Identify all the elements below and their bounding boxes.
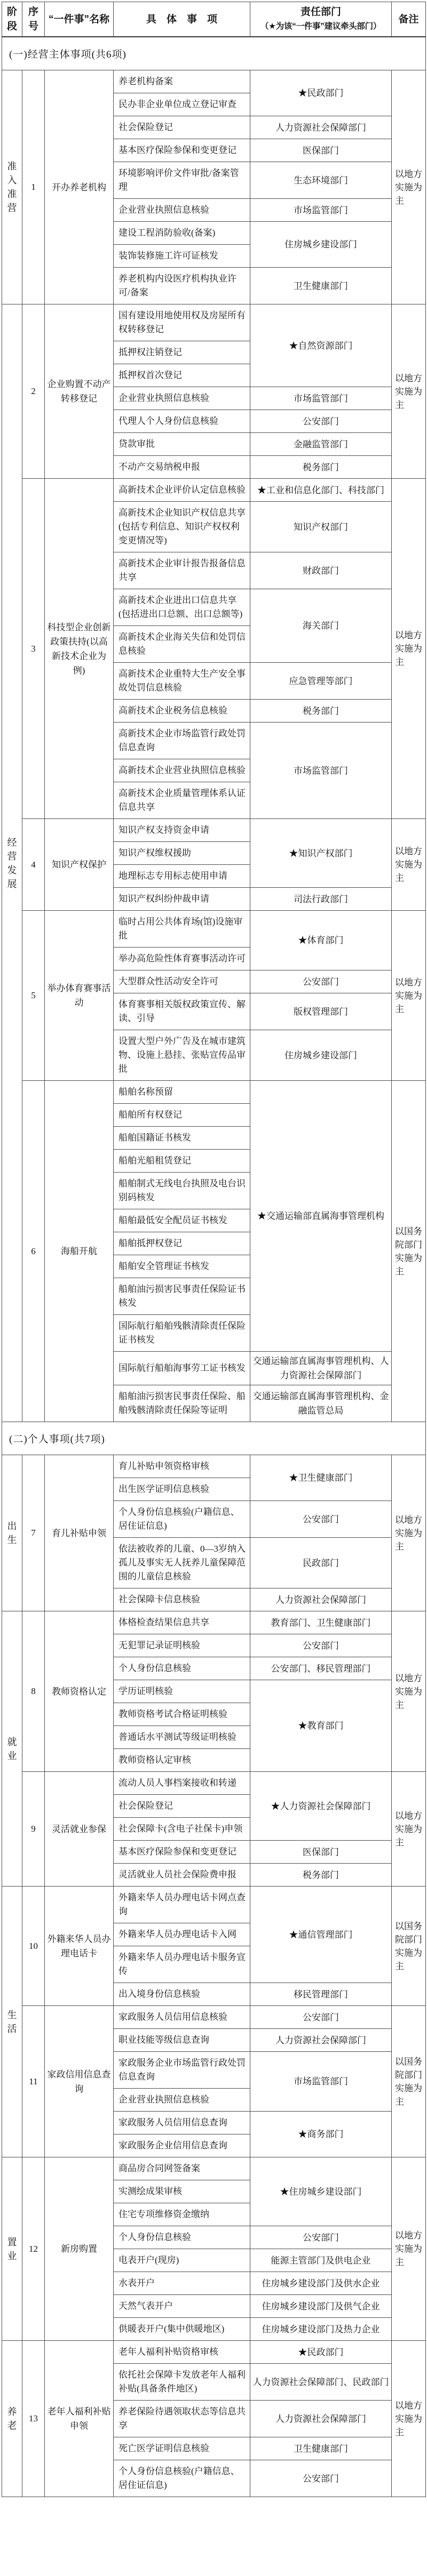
index-cell: 5 xyxy=(22,911,45,1081)
department-cell: 人力资源社会保障部门 xyxy=(250,1588,392,1611)
department-cell: ★知识产权部门 xyxy=(250,819,392,888)
specific-item-cell: 船舶国籍证书核发 xyxy=(114,1127,250,1150)
remark-cell: 以地方实施为主 xyxy=(392,70,426,304)
specific-item-cell: 社会保障卡信息核验 xyxy=(114,1588,250,1611)
department-cell: 税务部门 xyxy=(250,456,392,479)
specific-item-cell: 国际航行船舶海事劳工证书核发 xyxy=(114,1352,250,1385)
index-cell: 2 xyxy=(22,304,45,479)
index-cell: 1 xyxy=(22,70,45,304)
specific-item-cell: 高新技术企业海关失信和处罚信息核验 xyxy=(114,626,250,663)
specific-item-cell: 建设工程消防验收(备案) xyxy=(114,222,250,245)
department-cell: ★卫生健康部门 xyxy=(250,1455,392,1501)
specific-item-cell: 流动人员人事档案接收和转递 xyxy=(114,1772,250,1795)
specific-item-cell: 船舶名称预留 xyxy=(114,1081,250,1104)
table-body xyxy=(2,37,426,2497)
item-name-cell: 教师资格认定 xyxy=(45,1611,114,1772)
department-cell: 海关部门 xyxy=(250,589,392,663)
specific-item-cell: 知识产权维权援助 xyxy=(114,842,250,865)
stage-label-char: 入 xyxy=(7,175,17,186)
name-column-header: “一件事”名称 xyxy=(45,2,114,37)
specific-item-cell: 死亡医学证明信息核验 xyxy=(114,2437,250,2460)
remark-cell: 以国务院部门实施为主 xyxy=(392,1081,426,1422)
stage-cell xyxy=(2,1455,22,1611)
item-name-cell: 外籍来华人员办理电话卡 xyxy=(45,1887,114,2006)
table-row xyxy=(2,1081,426,1104)
section-header: (二)个人事项(共7项) xyxy=(2,1422,426,1455)
index-cell: 3 xyxy=(22,479,45,819)
table-header xyxy=(2,2,426,37)
specific-item-cell: 家政服务人员信用信息核验 xyxy=(114,2006,250,2029)
stage-label-char: 活 xyxy=(7,2023,17,2034)
item-name-cell: 灵活就业参保 xyxy=(45,1772,114,1887)
specific-item-cell: 灵活就业人员社会保险费申报 xyxy=(114,1864,250,1887)
item-name-cell: 家政信用信息查询 xyxy=(45,2006,114,2157)
item-name-cell: 举办体育赛事活动 xyxy=(45,911,114,1081)
specific-item-cell: 出生医学证明信息核验 xyxy=(114,1478,250,1501)
department-cell: 公安部门 xyxy=(250,2226,392,2249)
specific-item-cell: 设置大型户外广告及在城市建筑物、设施上悬挂、张贴宣传品审批 xyxy=(114,1030,250,1081)
specific-item-cell: 普通话水平测试等级证明核验 xyxy=(114,1726,250,1749)
specific-item-cell: 电表开户(现房) xyxy=(114,2249,250,2272)
specific-item-cell: 抵押权注销登记 xyxy=(114,341,250,364)
department-cell: 司法行政部门 xyxy=(250,888,392,911)
specific-item-cell: 高新技术企业评价认定信息核验 xyxy=(114,479,250,502)
remark-cell: 以地方实施为主 xyxy=(392,1772,426,1887)
specific-item-cell: 企业营业执照信息核验 xyxy=(114,387,250,410)
specific-item-cell: 天然气表开户 xyxy=(114,2295,250,2318)
table-row xyxy=(2,304,426,341)
department-cell: 公安部门 xyxy=(250,1501,392,1538)
dept-header-line2: （★为该“一件事”建议牵头部门） xyxy=(260,22,382,31)
specific-item-cell: 临时占用公共体育场(馆)设施审批 xyxy=(114,911,250,948)
department-cell: ★教育部门 xyxy=(250,1680,392,1772)
department-cell: 交通运输部直属海事管理机构、人力资源社会保障部门 xyxy=(250,1352,392,1385)
stage-label-char: 出 xyxy=(7,1521,17,1531)
specific-item-cell: 装饰装修施工许可证核发 xyxy=(114,245,250,268)
remark-column-header: 备注 xyxy=(392,2,426,37)
department-cell: ★自然资源部门 xyxy=(250,304,392,387)
specific-item-cell: 个人身份信息核验 xyxy=(114,1657,250,1680)
department-cell: ★工业和信息化部门、科技部门 xyxy=(250,479,392,502)
department-cell: ★体育部门 xyxy=(250,911,392,970)
specific-item-cell: 船舶制式无线电台执照及电台识别码核发 xyxy=(114,1173,250,1209)
department-cell: ★交通运输部直属海事管理机构 xyxy=(250,1081,392,1352)
specific-item-cell: 高新技术企业营业执照信息核验 xyxy=(114,759,250,782)
stage-label-char: 老 xyxy=(7,2420,17,2431)
remark-cell: 以国务院部门实施为主 xyxy=(392,1887,426,2006)
specific-item-cell: 个人身份信息核验(户籍信息、居住证信息) xyxy=(114,1501,250,1538)
department-cell: 住房城乡建设部门及供气企业 xyxy=(250,2295,392,2318)
remark-cell: 以地方实施为主 xyxy=(392,2157,426,2341)
department-cell: 公安部门 xyxy=(250,2006,392,2029)
specific-item-cell: 老年人福利补贴资格审核 xyxy=(114,2341,250,2364)
specific-item-cell: 高新技术企业审计报告报备信息共享 xyxy=(114,552,250,589)
department-cell: 住房城乡建设部门 xyxy=(250,1030,392,1081)
specific-item-cell: 船舶所有权登记 xyxy=(114,1104,250,1127)
remark-cell: 以地方实施为主 xyxy=(392,1611,426,1772)
specific-item-cell: 学历证明核验 xyxy=(114,1680,250,1703)
remark-cell: 以地方实施为主 xyxy=(392,1455,426,1611)
remark-cell: 以地方实施为主 xyxy=(392,911,426,1081)
table-row xyxy=(2,1887,426,1923)
remark-cell: 以地方实施为主 xyxy=(392,479,426,819)
specific-item-cell: 举办高危险性体育赛事活动许可 xyxy=(114,948,250,970)
specific-item-cell: 个人身份信息核验 xyxy=(114,2226,250,2249)
department-cell: 公安部门 xyxy=(250,410,392,433)
department-cell: 金融监管部门 xyxy=(250,433,392,456)
specific-item-cell: 体育赛事相关版权政策宣传、解读、引导 xyxy=(114,993,250,1030)
index-cell: 10 xyxy=(22,1887,45,2006)
specific-item-cell: 外籍来华人员办理电话卡网点查询 xyxy=(114,1887,250,1923)
table-row xyxy=(2,70,426,93)
specific-item-cell: 国有建设用地使用权及房屋所有权转移登记 xyxy=(114,304,250,341)
table-row xyxy=(2,911,426,948)
department-cell: ★商务部门 xyxy=(250,2112,392,2157)
department-cell: 市场监管部门 xyxy=(250,387,392,410)
specific-item-cell: 育儿补贴申领资格审核 xyxy=(114,1455,250,1478)
table-row xyxy=(2,2341,426,2364)
remark-cell: 以地方实施为主 xyxy=(392,2341,426,2497)
department-cell: 人力资源社会保障部门、民政部门 xyxy=(250,2364,392,2401)
remark-cell: 以地方实施为主 xyxy=(392,304,426,479)
specific-item-cell: 基本医疗保险参保和变更登记 xyxy=(114,139,250,162)
department-cell: ★住房城乡建设部门 xyxy=(250,2157,392,2226)
department-cell: ★民政部门 xyxy=(250,2341,392,2364)
stage-label-char: 生 xyxy=(7,1535,17,1545)
specific-item-cell: 地理标志专用标志使用申请 xyxy=(114,865,250,888)
specific-item-cell: 高新技术企业税务信息核验 xyxy=(114,700,250,723)
specific-item-cell: 船舶油污损害民事责任保险证书核发 xyxy=(114,1278,250,1315)
specific-item-cell: 外籍来华人员办理电话卡服务宣传 xyxy=(114,1946,250,1983)
stage-label-char: 经 xyxy=(7,837,17,848)
department-cell: 民政部门 xyxy=(250,1538,392,1588)
index-cell: 8 xyxy=(22,1611,45,1772)
specific-item-cell: 个人身份信息核验(户籍信息、居住证信息) xyxy=(114,2460,250,2497)
department-cell: 人力资源社会保障部门 xyxy=(250,2029,392,2052)
department-cell: 公安部门 xyxy=(250,2460,392,2497)
department-cell: 住房城乡建设部门及供水企业 xyxy=(250,2272,392,2295)
specific-item-cell: 知识产权纠纷仲裁申请 xyxy=(114,888,250,911)
specific-item-cell: 商品房合同网签备案 xyxy=(114,2157,250,2180)
dept-column-header xyxy=(250,2,392,37)
stage-label-char: 就 xyxy=(7,1736,17,1747)
item-name-cell: 育儿补贴申领 xyxy=(45,1455,114,1611)
specific-item-cell: 国际航行船舶残骸清除责任保险证书核发 xyxy=(114,1315,250,1352)
specific-item-cell: 无犯罪记录证明核验 xyxy=(114,1634,250,1657)
specific-item-cell: 家政服务企业市场监管行政处罚信息查询 xyxy=(114,2052,250,2089)
specific-item-cell: 水表开户 xyxy=(114,2272,250,2295)
item-name-cell: 开办养老机构 xyxy=(45,70,114,304)
department-cell: 住房城乡建设部门 xyxy=(250,222,392,268)
department-cell: 能源主管部门及供电企业 xyxy=(250,2249,392,2272)
specific-item-cell: 船舶最低安全配员证书核发 xyxy=(114,1209,250,1232)
remark-cell: 以国务院部门实施为主 xyxy=(392,2006,426,2157)
specific-item-cell: 养老机构备案 xyxy=(114,70,250,93)
department-cell: 公安部门、移民管理部门 xyxy=(250,1657,392,1680)
section-header: (一)经营主体事项(共6项) xyxy=(2,37,426,70)
index-cell: 4 xyxy=(22,819,45,911)
specific-item-cell: 社会保险登记 xyxy=(114,1795,250,1818)
table-row xyxy=(2,2006,426,2029)
specific-item-cell: 船舶安全管理证书核发 xyxy=(114,1255,250,1278)
stage-label-char: 准 xyxy=(7,161,17,172)
specific-item-cell: 依托社会保障卡发放老年人福利补贴(具备条件地区) xyxy=(114,2364,250,2401)
item-name-cell: 企业购置不动产转移登记 xyxy=(45,304,114,479)
stage-label-char: 养 xyxy=(7,2406,17,2417)
department-cell: 医保部门 xyxy=(250,1841,392,1864)
index-cell: 11 xyxy=(22,2006,45,2157)
specific-item-cell: 实测绘成果审核 xyxy=(114,2180,250,2203)
stage-label-char: 发 xyxy=(7,864,17,876)
specific-item-cell: 大型群众性活动安全许可 xyxy=(114,970,250,993)
specific-item-cell: 企业营业执照信息核验 xyxy=(114,2089,250,2112)
department-cell: 税务部门 xyxy=(250,700,392,723)
department-cell: 移民管理部门 xyxy=(250,1983,392,2006)
specific-item-cell: 依法被收养的儿童、0—3岁纳入孤儿及事实无人抚养儿童保障范围的儿童信息核验 xyxy=(114,1538,250,1588)
specific-item-cell: 外籍来华人员办理电话卡入网 xyxy=(114,1923,250,1946)
specific-item-cell: 船舶油污损害民事责任保险、船舶残骸清除责任保险等证明 xyxy=(114,1385,250,1422)
department-cell: 住房城乡建设部门及热力企业 xyxy=(250,2318,392,2341)
specific-item-cell: 社会保障卡(含电子社保卡)申领 xyxy=(114,1818,250,1841)
stage-cell xyxy=(2,304,22,1422)
department-cell: 财政部门 xyxy=(250,552,392,589)
item-name-cell: 新房购置 xyxy=(45,2157,114,2341)
department-cell: 市场监管部门 xyxy=(250,2052,392,2112)
specific-item-cell: 高新技术企业进出口信息共享(包括进出口总额、出口总额等) xyxy=(114,589,250,626)
table-row xyxy=(2,2157,426,2180)
specific-item-cell: 不动产交易纳税申报 xyxy=(114,456,250,479)
table-row xyxy=(2,479,426,502)
specific-item-cell: 教师资格认定审核 xyxy=(114,1749,250,1772)
department-cell: 生态环境部门 xyxy=(250,162,392,199)
table-row xyxy=(2,1455,426,1478)
table-row xyxy=(2,1611,426,1634)
department-cell: 人力资源社会保障部门 xyxy=(250,116,392,139)
table-row xyxy=(2,819,426,842)
one-thing-list-table xyxy=(2,2,426,2497)
stage-label-char: 置 xyxy=(7,2236,17,2248)
department-cell: 知识产权部门 xyxy=(250,502,392,552)
department-cell: ★民政部门 xyxy=(250,70,392,116)
department-cell: 交通运输部直属海事管理机构、金融监管总局 xyxy=(250,1385,392,1422)
specific-item-cell: 体格检查结果信息共享 xyxy=(114,1611,250,1634)
stage-label-char: 营 xyxy=(7,203,17,213)
stage-label-char: 营 xyxy=(7,850,17,862)
stage-cell xyxy=(2,2157,22,2341)
index-cell: 13 xyxy=(22,2341,45,2497)
specific-item-cell: 企业营业执照信息核验 xyxy=(114,199,250,222)
department-cell: 卫生健康部门 xyxy=(250,268,392,304)
items-column-header: 具 体 事 项 xyxy=(114,2,250,37)
specific-item-cell: 船舶光船租赁登记 xyxy=(114,1150,250,1173)
specific-item-cell: 抵押权首次登记 xyxy=(114,364,250,387)
item-name-cell: 知识产权保护 xyxy=(45,819,114,911)
department-cell: 市场监管部门 xyxy=(250,199,392,222)
dept-header-line1: 责任部门 xyxy=(300,6,341,18)
num-column-header: 序号 xyxy=(22,2,45,37)
specific-item-cell: 贷款审批 xyxy=(114,433,250,456)
department-cell: 版权管理部门 xyxy=(250,993,392,1030)
specific-item-cell: 知识产权支持资金申请 xyxy=(114,819,250,842)
department-cell: 医保部门 xyxy=(250,139,392,162)
specific-item-cell: 养老机构内设医疗机构执业许可/备案 xyxy=(114,268,250,304)
department-cell: 公安部门 xyxy=(250,1634,392,1657)
department-cell: 税务部门 xyxy=(250,1864,392,1887)
specific-item-cell: 高新技术企业市场监管行政处罚信息查询 xyxy=(114,723,250,759)
department-cell: ★通信管理部门 xyxy=(250,1887,392,1983)
item-name-cell: 海船开航 xyxy=(45,1081,114,1422)
item-name-cell: 科技型企业创新政策扶持(以高新技术企业为例) xyxy=(45,479,114,819)
specific-item-cell: 民办非企业单位成立登记审查 xyxy=(114,93,250,116)
department-cell: 人力资源社会保障部门 xyxy=(250,2401,392,2437)
specific-item-cell: 高新技术企业知识产权信息共享(包括专利信息、知识产权权利变更情况等) xyxy=(114,502,250,552)
item-name-cell: 老年人福利补贴申领 xyxy=(45,2341,114,2497)
specific-item-cell: 供暖表开户(集中供暖地区) xyxy=(114,2318,250,2341)
specific-item-cell: 家政服务企业信用信息查询 xyxy=(114,2134,250,2157)
index-cell: 9 xyxy=(22,1772,45,1887)
specific-item-cell: 高新技术企业质量管理体系认证信息共享 xyxy=(114,782,250,819)
stage-column-header: 阶段 xyxy=(2,2,22,37)
specific-item-cell: 出入境身份信息核验 xyxy=(114,1983,250,2006)
specific-item-cell: 基本医疗保险参保和变更登记 xyxy=(114,1841,250,1864)
stage-label-char: 生 xyxy=(7,2009,17,2020)
department-cell: 公安部门 xyxy=(250,970,392,993)
specific-item-cell: 职业技能等级信息查询 xyxy=(114,2029,250,2052)
index-cell: 6 xyxy=(22,1081,45,1422)
stage-label-char: 业 xyxy=(7,1750,17,1761)
specific-item-cell: 环境影响评价文件审批/备案管理 xyxy=(114,162,250,199)
index-cell: 7 xyxy=(22,1455,45,1611)
stage-label-char: 展 xyxy=(7,878,17,889)
department-cell: ★人力资源社会保障部门 xyxy=(250,1772,392,1841)
department-cell: 教育部门、卫生健康部门 xyxy=(250,1611,392,1634)
table-row xyxy=(2,1772,426,1795)
specific-item-cell: 船舶抵押权登记 xyxy=(114,1232,250,1255)
remark-cell: 以地方实施为主 xyxy=(392,819,426,911)
stage-cell xyxy=(2,1887,22,2157)
department-cell: 应急管理等部门 xyxy=(250,663,392,700)
specific-item-cell: 住宅专项维修资金缴纳 xyxy=(114,2203,250,2226)
specific-item-cell: 家政服务人员信用信息查询 xyxy=(114,2112,250,2134)
index-cell: 12 xyxy=(22,2157,45,2341)
stage-cell xyxy=(2,70,22,304)
stage-cell xyxy=(2,2341,22,2497)
specific-item-cell: 代理人个人身份信息核验 xyxy=(114,410,250,433)
stage-cell xyxy=(2,1611,22,1887)
specific-item-cell: 教师资格考试合格证明核验 xyxy=(114,1703,250,1726)
specific-item-cell: 高新技术企业重特大生产安全事故处罚信息核验 xyxy=(114,663,250,700)
specific-item-cell: 养老保险待遇领取状态等信息共享 xyxy=(114,2401,250,2437)
stage-label-char: 业 xyxy=(7,2250,17,2261)
department-cell: 卫生健康部门 xyxy=(250,2437,392,2460)
stage-label-char: 准 xyxy=(7,189,17,199)
department-cell: 市场监管部门 xyxy=(250,723,392,819)
specific-item-cell: 社会保险登记 xyxy=(114,116,250,139)
